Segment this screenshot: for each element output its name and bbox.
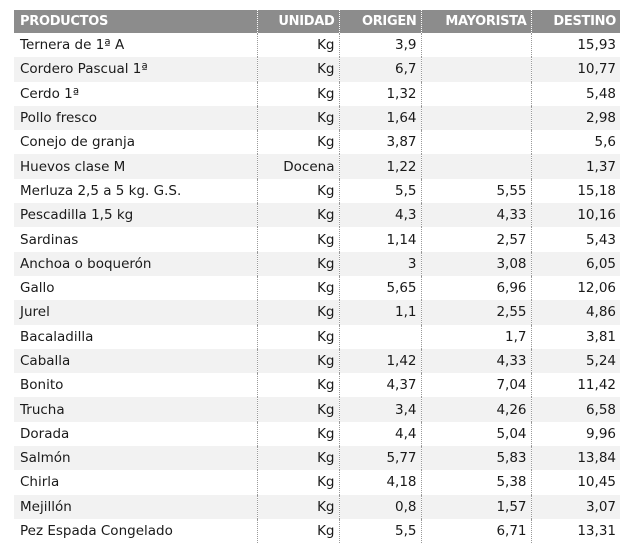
cell-product: Bonito [14, 373, 257, 397]
header-destino: DESTINO [531, 10, 620, 33]
table-row [14, 252, 620, 276]
cell-product: Sardinas [14, 227, 257, 251]
cell-product: Caballa [14, 349, 257, 373]
cell-destination: 11,42 [531, 373, 620, 397]
cell-destination: 13,31 [531, 519, 620, 543]
table-row [14, 519, 620, 543]
cell-wholesale [421, 106, 531, 130]
cell-product: Chirla [14, 470, 257, 494]
table-body [14, 33, 620, 543]
table-row [14, 179, 620, 203]
cell-wholesale: 5,38 [421, 470, 531, 494]
cell-destination: 5,48 [531, 82, 620, 106]
cell-origin: 4,37 [339, 373, 421, 397]
cell-origin: 1,1 [339, 300, 421, 324]
cell-unit: Kg [257, 106, 339, 130]
cell-product: Dorada [14, 422, 257, 446]
cell-wholesale: 1,57 [421, 495, 531, 519]
cell-product: Huevos clase M [14, 154, 257, 178]
cell-product: Ternera de 1ª A [14, 33, 257, 57]
cell-wholesale [421, 57, 531, 81]
table-row [14, 325, 620, 349]
table-row [14, 422, 620, 446]
cell-wholesale [421, 82, 531, 106]
table-row [14, 470, 620, 494]
cell-wholesale: 2,55 [421, 300, 531, 324]
cell-product: Cordero Pascual 1ª [14, 57, 257, 81]
cell-destination: 6,58 [531, 397, 620, 421]
table-row [14, 82, 620, 106]
table-row [14, 349, 620, 373]
cell-wholesale: 4,33 [421, 349, 531, 373]
cell-product: Gallo [14, 276, 257, 300]
cell-wholesale: 6,96 [421, 276, 531, 300]
header-origen: ORIGEN [339, 10, 421, 33]
cell-wholesale: 4,26 [421, 397, 531, 421]
cell-destination: 5,24 [531, 349, 620, 373]
cell-destination: 10,77 [531, 57, 620, 81]
table-row [14, 33, 620, 57]
cell-destination: 15,18 [531, 179, 620, 203]
cell-origin: 1,14 [339, 227, 421, 251]
cell-wholesale [421, 154, 531, 178]
cell-unit: Docena [257, 154, 339, 178]
header-unidad: UNIDAD [257, 10, 339, 33]
cell-unit: Kg [257, 33, 339, 57]
cell-unit: Kg [257, 349, 339, 373]
cell-unit: Kg [257, 300, 339, 324]
cell-unit: Kg [257, 446, 339, 470]
cell-wholesale: 6,71 [421, 519, 531, 543]
cell-wholesale: 2,57 [421, 227, 531, 251]
cell-origin: 5,5 [339, 179, 421, 203]
header-productos: PRODUCTOS [14, 10, 257, 33]
cell-destination: 13,84 [531, 446, 620, 470]
cell-product: Pollo fresco [14, 106, 257, 130]
cell-origin: 5,77 [339, 446, 421, 470]
cell-origin: 3,9 [339, 33, 421, 57]
cell-unit: Kg [257, 276, 339, 300]
cell-origin: 1,32 [339, 82, 421, 106]
cell-wholesale: 4,33 [421, 203, 531, 227]
table-row [14, 154, 620, 178]
cell-unit: Kg [257, 179, 339, 203]
cell-origin: 4,18 [339, 470, 421, 494]
cell-product: Anchoa o boquerón [14, 252, 257, 276]
cell-origin: 1,64 [339, 106, 421, 130]
cell-destination: 3,07 [531, 495, 620, 519]
cell-wholesale: 5,04 [421, 422, 531, 446]
cell-product: Mejillón [14, 495, 257, 519]
cell-destination: 1,37 [531, 154, 620, 178]
cell-unit: Kg [257, 130, 339, 154]
cell-unit: Kg [257, 519, 339, 543]
cell-destination: 10,16 [531, 203, 620, 227]
cell-destination: 4,86 [531, 300, 620, 324]
cell-unit: Kg [257, 57, 339, 81]
table-row [14, 227, 620, 251]
cell-unit: Kg [257, 82, 339, 106]
cell-wholesale [421, 130, 531, 154]
cell-unit: Kg [257, 252, 339, 276]
cell-origin [339, 325, 421, 349]
cell-wholesale: 7,04 [421, 373, 531, 397]
cell-destination: 3,81 [531, 325, 620, 349]
header-mayorista: MAYORISTA [421, 10, 531, 33]
table-row [14, 276, 620, 300]
table-row [14, 130, 620, 154]
cell-origin: 3,87 [339, 130, 421, 154]
cell-origin: 6,7 [339, 57, 421, 81]
cell-wholesale: 3,08 [421, 252, 531, 276]
cell-unit: Kg [257, 227, 339, 251]
cell-origin: 4,4 [339, 422, 421, 446]
cell-product: Bacaladilla [14, 325, 257, 349]
cell-product: Pez Espada Congelado [14, 519, 257, 543]
table-row [14, 300, 620, 324]
cell-product: Trucha [14, 397, 257, 421]
cell-destination: 10,45 [531, 470, 620, 494]
cell-product: Merluza 2,5 a 5 kg. G.S. [14, 179, 257, 203]
cell-unit: Kg [257, 397, 339, 421]
cell-destination: 9,96 [531, 422, 620, 446]
cell-product: Conejo de granja [14, 130, 257, 154]
cell-wholesale: 5,83 [421, 446, 531, 470]
cell-unit: Kg [257, 325, 339, 349]
cell-destination: 15,93 [531, 33, 620, 57]
table-row [14, 106, 620, 130]
cell-origin: 4,3 [339, 203, 421, 227]
table-header [14, 10, 620, 33]
cell-origin: 5,65 [339, 276, 421, 300]
cell-wholesale [421, 33, 531, 57]
cell-destination: 2,98 [531, 106, 620, 130]
cell-wholesale: 5,55 [421, 179, 531, 203]
cell-destination: 12,06 [531, 276, 620, 300]
cell-origin: 3 [339, 252, 421, 276]
cell-wholesale: 1,7 [421, 325, 531, 349]
cell-unit: Kg [257, 470, 339, 494]
cell-origin: 5,5 [339, 519, 421, 543]
cell-unit: Kg [257, 495, 339, 519]
cell-unit: Kg [257, 203, 339, 227]
cell-product: Pescadilla 1,5 kg [14, 203, 257, 227]
cell-destination: 6,05 [531, 252, 620, 276]
cell-destination: 5,6 [531, 130, 620, 154]
table-row [14, 446, 620, 470]
cell-destination: 5,43 [531, 227, 620, 251]
table-row [14, 203, 620, 227]
header-row [14, 10, 620, 33]
cell-unit: Kg [257, 373, 339, 397]
price-table [14, 10, 620, 543]
cell-product: Cerdo 1ª [14, 82, 257, 106]
cell-origin: 0,8 [339, 495, 421, 519]
cell-unit: Kg [257, 422, 339, 446]
cell-product: Jurel [14, 300, 257, 324]
table-row [14, 373, 620, 397]
table-row [14, 397, 620, 421]
cell-origin: 1,42 [339, 349, 421, 373]
table-row [14, 57, 620, 81]
cell-product: Salmón [14, 446, 257, 470]
cell-origin: 3,4 [339, 397, 421, 421]
table-row [14, 495, 620, 519]
cell-origin: 1,22 [339, 154, 421, 178]
